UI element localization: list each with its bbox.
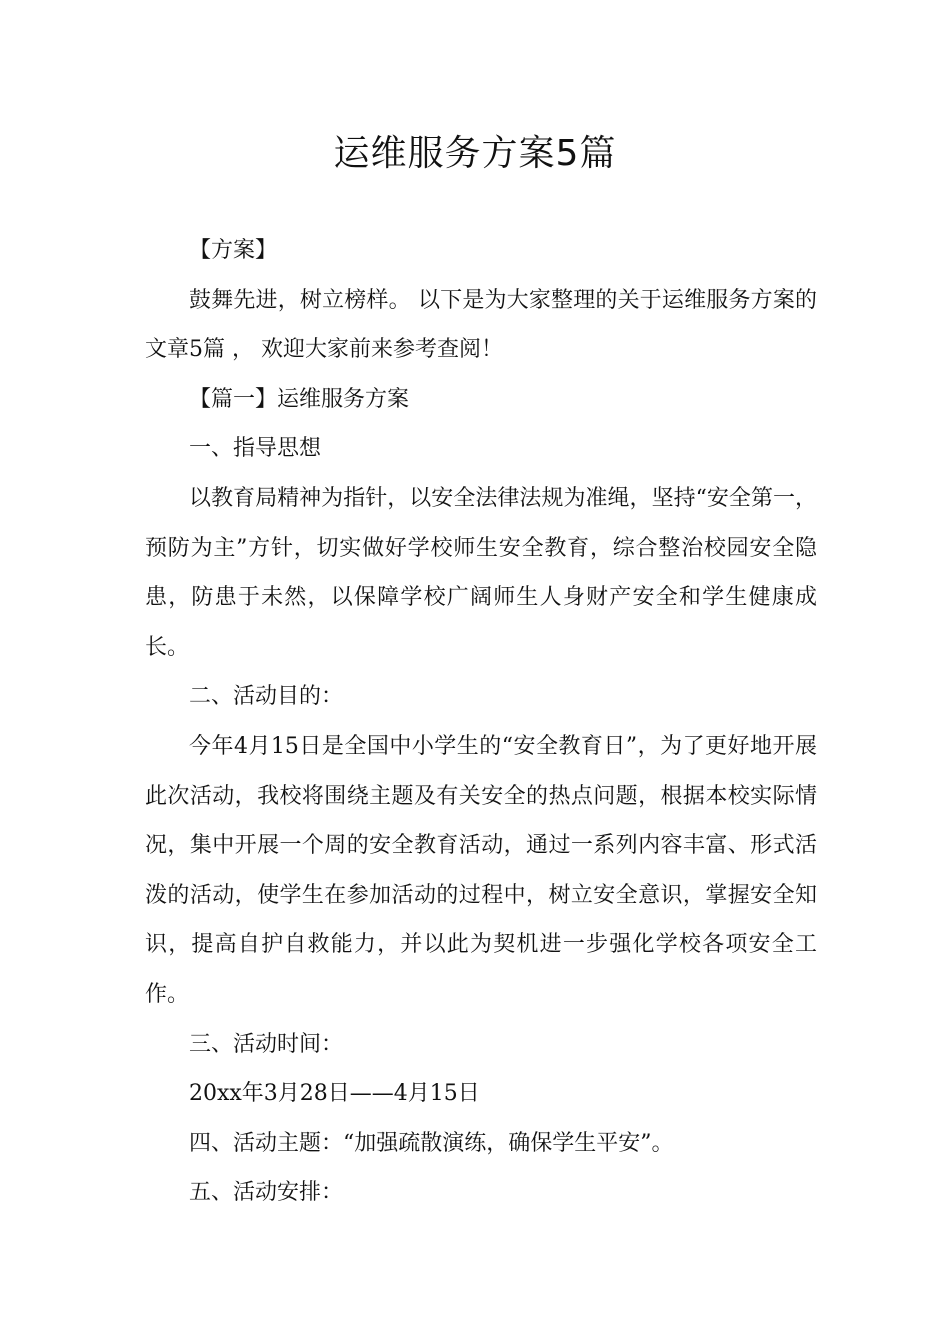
heading-activity-time: 三、活动时间： (189, 1031, 344, 1057)
paragraph-intro: 鼓舞先进，树立榜样。 以下是为大家整理的关于运维服务方案的文章5篇 ， 欢迎大家前来参考查阅！ (145, 287, 817, 363)
paragraph-activity-time: 20xx年3月28日——4月15日 (189, 1081, 480, 1107)
paragraph-label: 【方案】 (189, 238, 278, 263)
heading-activity-arrangement: 五、活动安排： (189, 1180, 344, 1206)
paragraph-activity-purpose: 今年4月15日是全国中小学生的“安全教育日”，为了更好地开展此次活动，我校将围绕主题及有关安全的热点问题，根据本校实际情况，集中开展一个周的安全教育活动，通过一系列内容丰富、形式活泼的活动，使学生在参加活动的过程中，树立安全意识，掌握安全知识，提高自护自救能力，并以此为契机进一步强化学校各项安全工作。 (145, 733, 817, 1007)
heading-guiding-thought: 一、指导思想 (189, 436, 322, 462)
paragraph-guiding-thought: 以教育局精神为指针，以安全法律法规为准绳，坚持“安全第一，预防为主”方针，切实做好学校师生安全教育，综合整治校园安全隐患，防患于未然，以保障学校广阔师生人身财产安全和学生健康成长。 (145, 485, 817, 660)
heading-activity-theme: 四、活动主题：“加强疏散演练，确保学生平安”。 (189, 1130, 674, 1156)
document-body (145, 226, 817, 1218)
heading-activity-purpose: 二、活动目的： (189, 684, 344, 710)
document-title: 运维服务方案5篇 (333, 133, 617, 174)
section-heading-part-one: 【篇一】运维服务方案 (189, 386, 410, 412)
